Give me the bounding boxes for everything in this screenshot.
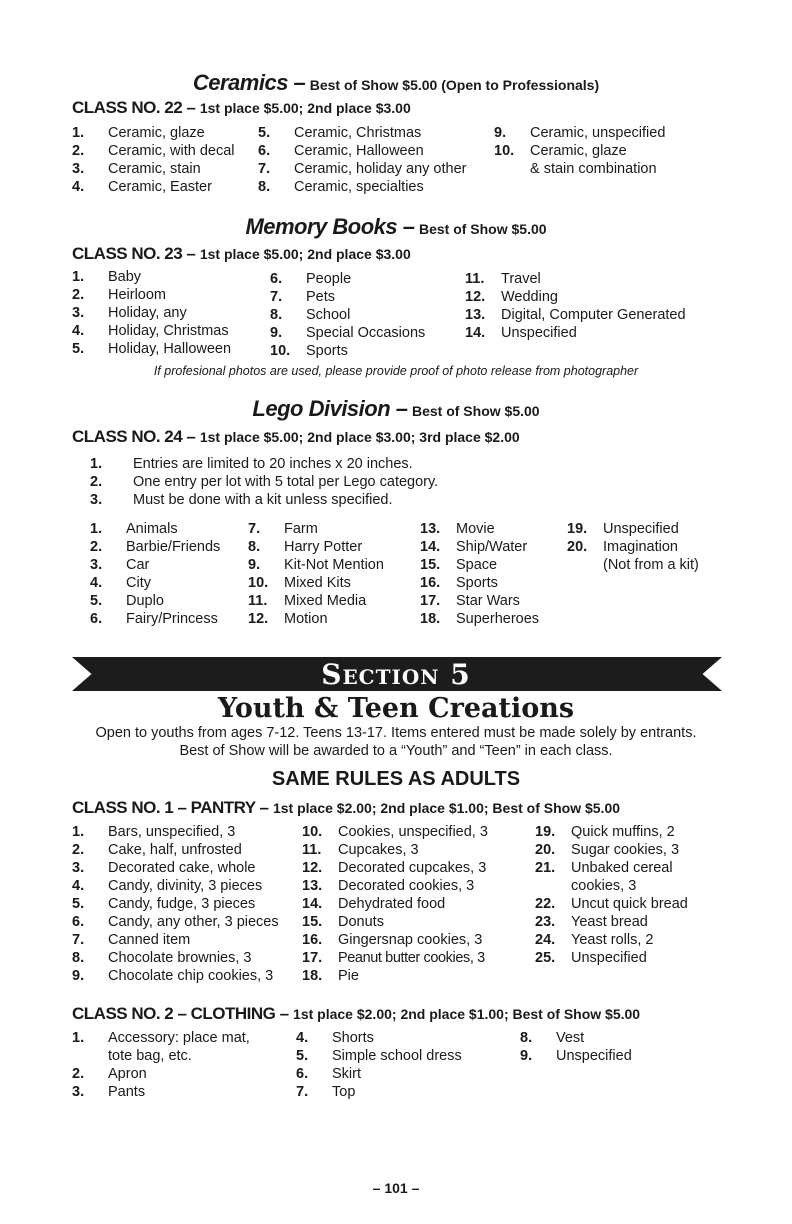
item-number: 7. xyxy=(72,932,85,948)
item-number: 9. xyxy=(520,1048,533,1064)
item-label: City xyxy=(126,575,151,591)
item-label: Ceramic, Halloween xyxy=(294,143,424,159)
item-label: Ceramic, stain xyxy=(108,161,201,177)
item-label: Chocolate chip cookies, 3 xyxy=(108,968,274,984)
item-number: 4. xyxy=(90,575,103,591)
list-item xyxy=(520,1029,584,1047)
item-label: Farm xyxy=(284,521,318,537)
list-item xyxy=(248,610,328,628)
list-item xyxy=(296,1083,355,1101)
item-label: tote bag, etc. xyxy=(108,1048,192,1064)
list-item xyxy=(420,592,520,610)
list-item xyxy=(258,160,466,178)
item-number: 12. xyxy=(302,860,323,876)
item-label: Heirloom xyxy=(108,287,167,303)
item-number: 6. xyxy=(90,611,103,627)
rule-item xyxy=(90,455,413,473)
item-number: 5. xyxy=(72,896,85,912)
list-item xyxy=(567,538,678,556)
item-label: People xyxy=(306,271,352,287)
list-item xyxy=(302,931,482,949)
item-label: Holiday, Halloween xyxy=(108,341,232,357)
item-number: 5. xyxy=(258,125,271,141)
item-label: Harry Potter xyxy=(284,539,363,555)
item-number: 25. xyxy=(535,950,556,966)
item-number: 6. xyxy=(258,143,271,159)
item-label: Sports xyxy=(306,343,348,359)
item-number: 8. xyxy=(270,307,283,323)
item-label: Simple school dress xyxy=(332,1048,462,1064)
ceramics-best-of-show: Best of Show $5.00 (Open to Professionals) xyxy=(309,77,600,93)
item-number: 4. xyxy=(72,323,85,339)
section-description: Open to youths from ages 7-12. Teens 13-17. Items entered must be made solely by entrants. xyxy=(95,725,697,741)
item-number: 7. xyxy=(248,521,261,537)
item-number: 1. xyxy=(72,125,85,141)
item-label: Superheroes xyxy=(456,611,540,627)
item-number: 15. xyxy=(420,557,441,573)
item-label: Fairy/Princess xyxy=(126,611,218,627)
item-label: Shorts xyxy=(332,1030,374,1046)
list-item xyxy=(535,895,688,913)
item-label: Decorated cake, whole xyxy=(108,860,256,876)
list-item xyxy=(296,1065,361,1083)
list-item xyxy=(72,340,231,358)
item-label: Barbie/Friends xyxy=(126,539,221,555)
list-item xyxy=(90,556,149,574)
item-number: 9. xyxy=(248,557,261,573)
class-number: CLASS NO. 22 – xyxy=(72,98,196,117)
list-item xyxy=(302,877,474,895)
class-prizes: 1st place $2.00; 2nd place $1.00; Best of Show $5.00 xyxy=(293,1006,641,1022)
list-item xyxy=(72,895,255,913)
memory-class-line xyxy=(72,244,411,264)
item-number: 2. xyxy=(72,287,85,303)
item-number: 11. xyxy=(465,271,485,287)
item-number: 7. xyxy=(270,289,283,305)
item-number: 18. xyxy=(302,968,323,984)
item-number: 3. xyxy=(90,492,103,508)
item-label: Quick muffins, 2 xyxy=(571,824,675,840)
list-item xyxy=(90,520,178,538)
item-label: Ceramic, with decal xyxy=(108,143,235,159)
class-prizes: 1st place $5.00; 2nd place $3.00 xyxy=(199,100,411,116)
list-item xyxy=(535,913,648,931)
item-label: Travel xyxy=(501,271,541,287)
item-label: Unspecified xyxy=(556,1048,632,1064)
item-label: Candy, divinity, 3 pieces xyxy=(108,878,263,894)
rule-item xyxy=(90,491,393,509)
list-item xyxy=(72,859,256,877)
item-label: Bars, unspecified, 3 xyxy=(108,824,236,840)
item-label: Accessory: place mat, xyxy=(108,1030,250,1046)
item-label: Mixed Kits xyxy=(284,575,351,591)
item-number: 10. xyxy=(494,143,515,159)
list-item xyxy=(72,124,205,142)
item-label: Ship/Water xyxy=(456,539,528,555)
list-item xyxy=(302,949,485,967)
list-item xyxy=(302,859,486,877)
list-item xyxy=(258,124,421,142)
item-number: 7. xyxy=(296,1084,309,1100)
item-label: Star Wars xyxy=(456,593,520,609)
list-item xyxy=(465,324,577,342)
list-item xyxy=(420,610,539,628)
item-number: 6. xyxy=(270,271,283,287)
list-item xyxy=(296,1029,374,1047)
list-item xyxy=(535,877,636,895)
lego-class-line xyxy=(72,427,520,447)
item-number: 9. xyxy=(270,325,283,341)
item-number: 8. xyxy=(72,950,85,966)
list-item xyxy=(420,556,497,574)
ceramics-class-line xyxy=(72,98,411,118)
list-item xyxy=(90,592,164,610)
list-item xyxy=(72,877,262,895)
item-label: Yeast bread xyxy=(571,914,648,930)
item-number: 23. xyxy=(535,914,556,930)
item-number: 5. xyxy=(296,1048,309,1064)
item-number: 2. xyxy=(90,474,103,490)
item-number: 15. xyxy=(302,914,323,930)
item-label: Space xyxy=(456,557,498,573)
item-label: Unspecified xyxy=(603,521,679,537)
item-label: Imagination xyxy=(603,539,678,555)
same-rules-heading: SAME RULES AS ADULTS xyxy=(271,768,521,790)
item-number: 14. xyxy=(420,539,441,555)
item-number: 16. xyxy=(420,575,441,591)
list-item xyxy=(248,538,362,556)
item-label: Wedding xyxy=(501,289,558,305)
section-title: Youth & Teen Creations xyxy=(217,693,575,724)
item-number: 2. xyxy=(72,842,85,858)
item-label: Decorated cookies, 3 xyxy=(338,878,475,894)
item-label: (Not from a kit) xyxy=(603,557,699,573)
list-item xyxy=(248,592,366,610)
item-number: 24. xyxy=(535,932,556,948)
list-item xyxy=(535,949,647,967)
class-number: CLASS NO. 1 – PANTRY – xyxy=(72,798,269,817)
list-item xyxy=(270,342,348,360)
clothing-class-line xyxy=(72,1004,640,1024)
item-number: 20. xyxy=(535,842,556,858)
item-number: 13. xyxy=(465,307,486,323)
ceramics-header xyxy=(0,70,792,96)
list-item xyxy=(72,1029,250,1047)
item-label: Ceramic, holiday any other xyxy=(294,161,467,177)
item-number: 8. xyxy=(248,539,261,555)
list-item xyxy=(494,124,665,142)
item-label: Yeast rolls, 2 xyxy=(571,932,654,948)
list-item xyxy=(302,841,419,859)
list-item xyxy=(72,1047,192,1065)
list-item xyxy=(72,823,235,841)
item-label: Ceramic, Christmas xyxy=(294,125,422,141)
item-label: Chocolate brownies, 3 xyxy=(108,950,252,966)
list-item xyxy=(302,913,384,931)
item-number: 20. xyxy=(567,539,588,555)
list-item xyxy=(302,967,359,985)
item-label: One entry per lot with 5 total per Lego category. xyxy=(133,474,439,490)
item-label: Unbaked cereal xyxy=(571,860,673,876)
item-number: 3. xyxy=(72,305,85,321)
item-label: Sports xyxy=(456,575,498,591)
item-number: 3. xyxy=(72,1084,85,1100)
item-label: Top xyxy=(332,1084,356,1100)
item-label: Baby xyxy=(108,269,142,285)
list-item xyxy=(72,1083,145,1101)
item-number: 17. xyxy=(302,950,323,966)
item-number: 9. xyxy=(72,968,85,984)
list-item xyxy=(72,931,190,949)
rule-item xyxy=(90,473,438,491)
item-label: Digital, Computer Generated xyxy=(501,307,686,323)
item-label: Candy, fudge, 3 pieces xyxy=(108,896,256,912)
item-label: Decorated cupcakes, 3 xyxy=(338,860,487,876)
item-label: Ceramic, unspecified xyxy=(530,125,666,141)
list-item xyxy=(296,1047,462,1065)
item-number: 2. xyxy=(90,539,103,555)
item-label: Animals xyxy=(126,521,178,537)
item-number: 12. xyxy=(248,611,269,627)
list-item xyxy=(567,520,679,538)
list-item xyxy=(567,556,699,574)
class-prizes: 1st place $2.00; 2nd place $1.00; Best of Show $5.00 xyxy=(272,800,621,816)
item-number: 3. xyxy=(90,557,103,573)
item-label: Unspecified xyxy=(501,325,577,341)
list-item xyxy=(72,178,212,196)
item-label: Sugar cookies, 3 xyxy=(571,842,680,858)
item-label: Uncut quick bread xyxy=(571,896,688,912)
item-label: Ceramic, glaze xyxy=(108,125,205,141)
item-number: 1. xyxy=(90,521,103,537)
list-item xyxy=(72,286,166,304)
memory-title: Memory Books – xyxy=(245,214,415,239)
item-label: Car xyxy=(126,557,150,573)
item-label: Pie xyxy=(338,968,359,984)
class-prizes: 1st place $5.00; 2nd place $3.00 xyxy=(199,246,411,262)
item-label: Gingersnap cookies, 3 xyxy=(338,932,483,948)
item-number: 1. xyxy=(72,1030,85,1046)
item-label: Must be done with a kit unless specified. xyxy=(133,492,393,508)
item-number: 11. xyxy=(248,593,268,609)
item-number: 21. xyxy=(535,860,556,876)
item-label: Pets xyxy=(306,289,336,305)
item-number: 13. xyxy=(420,521,441,537)
item-number: 6. xyxy=(72,914,85,930)
list-item xyxy=(494,160,657,178)
list-item xyxy=(535,841,679,859)
item-number: 4. xyxy=(296,1030,309,1046)
list-item xyxy=(248,556,384,574)
pantry-class-line xyxy=(72,798,620,818)
item-label: Cookies, unspecified, 3 xyxy=(338,824,488,840)
item-number: 12. xyxy=(465,289,486,305)
item-label: Peanut butter cookies, 3 xyxy=(338,950,485,966)
list-item xyxy=(302,823,488,841)
item-label: Unspecified xyxy=(571,950,647,966)
list-item xyxy=(270,306,350,324)
item-number: 10. xyxy=(302,824,323,840)
list-item xyxy=(248,520,318,538)
item-number: 10. xyxy=(248,575,269,591)
list-item xyxy=(72,949,251,967)
item-label: Pants xyxy=(108,1084,146,1100)
photo-release-note: If profesional photos are used, please provide proof of photo release from photographer xyxy=(153,364,639,378)
item-label: Duplo xyxy=(126,593,164,609)
list-item xyxy=(535,859,673,877)
item-label: Candy, any other, 3 pieces xyxy=(108,914,279,930)
item-label: Ceramic, Easter xyxy=(108,179,212,195)
list-item xyxy=(302,895,445,913)
item-label: Donuts xyxy=(338,914,384,930)
item-number: 13. xyxy=(302,878,323,894)
list-item xyxy=(270,270,351,288)
list-item xyxy=(90,610,218,628)
class-number: CLASS NO. 23 – xyxy=(72,244,196,263)
item-number: 4. xyxy=(72,179,85,195)
item-label: Dehydrated food xyxy=(338,896,446,912)
list-item xyxy=(535,823,675,841)
lego-header xyxy=(0,396,792,422)
item-number: 5. xyxy=(72,341,85,357)
list-item xyxy=(520,1047,632,1065)
item-number: 16. xyxy=(302,932,323,948)
class-number: CLASS NO. 2 – CLOTHING – xyxy=(72,1004,289,1023)
item-number: 9. xyxy=(494,125,507,141)
list-item xyxy=(420,538,527,556)
item-number: 3. xyxy=(72,161,85,177)
list-item xyxy=(72,142,235,160)
item-label: Kit-Not Mention xyxy=(284,557,384,573)
list-item xyxy=(72,160,201,178)
item-label: Apron xyxy=(108,1066,147,1082)
item-label: Holiday, Christmas xyxy=(108,323,229,339)
item-label: Cupcakes, 3 xyxy=(338,842,419,858)
item-number: 2. xyxy=(72,1066,85,1082)
list-item xyxy=(90,574,151,592)
list-item xyxy=(494,142,627,160)
item-label: Holiday, any xyxy=(108,305,187,321)
list-item xyxy=(72,841,242,859)
lego-best-of-show: Best of Show $5.00 xyxy=(411,403,540,419)
item-number: 6. xyxy=(296,1066,309,1082)
memory-best-of-show: Best of Show $5.00 xyxy=(418,221,547,237)
section-banner-title: Section 5 xyxy=(321,658,471,691)
item-number: 4. xyxy=(72,878,85,894)
list-item xyxy=(72,322,229,340)
list-item xyxy=(72,967,273,985)
item-label: Movie xyxy=(456,521,495,537)
item-number: 8. xyxy=(520,1030,533,1046)
item-number: 5. xyxy=(90,593,103,609)
item-number: 19. xyxy=(535,824,556,840)
item-label: cookies, 3 xyxy=(571,878,637,894)
list-item xyxy=(72,304,187,322)
item-label: Special Occasions xyxy=(306,325,426,341)
item-label: Canned item xyxy=(108,932,191,948)
item-number: 11. xyxy=(302,842,322,858)
item-number: 1. xyxy=(72,269,85,285)
item-number: 18. xyxy=(420,611,441,627)
class-prizes: 1st place $5.00; 2nd place $3.00; 3rd place $2.00 xyxy=(199,429,520,445)
item-number: 8. xyxy=(258,179,271,195)
list-item xyxy=(420,520,495,538)
list-item xyxy=(420,574,498,592)
page-number: – 101 – xyxy=(372,1180,420,1196)
list-item xyxy=(258,178,424,196)
list-item xyxy=(465,270,541,288)
item-number: 7. xyxy=(258,161,271,177)
list-item xyxy=(270,288,335,306)
list-item xyxy=(535,931,653,949)
item-label: Cake, half, unfrosted xyxy=(108,842,242,858)
list-item xyxy=(72,1065,147,1083)
item-label: & stain combination xyxy=(530,161,657,177)
item-number: 17. xyxy=(420,593,441,609)
list-item xyxy=(258,142,424,160)
item-label: Ceramic, glaze xyxy=(530,143,627,159)
item-label: School xyxy=(306,307,351,323)
list-item xyxy=(90,538,220,556)
item-number: 19. xyxy=(567,521,588,537)
item-number: 22. xyxy=(535,896,556,912)
item-label: Entries are limited to 20 inches x 20 inches. xyxy=(133,456,413,472)
item-label: Vest xyxy=(556,1030,585,1046)
item-number: 1. xyxy=(90,456,103,472)
item-label: Motion xyxy=(284,611,328,627)
item-number: 1. xyxy=(72,824,85,840)
item-label: Mixed Media xyxy=(284,593,367,609)
list-item xyxy=(465,288,558,306)
list-item xyxy=(465,306,686,324)
item-number: 2. xyxy=(72,143,85,159)
list-item xyxy=(270,324,425,342)
section-description-2: Best of Show will be awarded to a “Youth” and “Teen” in each class. xyxy=(179,743,613,759)
item-label: Ceramic, specialties xyxy=(294,179,424,195)
class-number: CLASS NO. 24 – xyxy=(72,427,196,446)
ceramics-title: Ceramics – xyxy=(192,70,306,95)
item-number: 10. xyxy=(270,343,291,359)
item-number: 14. xyxy=(465,325,486,341)
lego-title: Lego Division – xyxy=(252,396,408,421)
list-item xyxy=(72,913,279,931)
item-label: Skirt xyxy=(332,1066,361,1082)
item-number: 14. xyxy=(302,896,323,912)
list-item xyxy=(248,574,351,592)
memory-header xyxy=(0,214,792,240)
list-item xyxy=(72,268,141,286)
item-number: 3. xyxy=(72,860,85,876)
